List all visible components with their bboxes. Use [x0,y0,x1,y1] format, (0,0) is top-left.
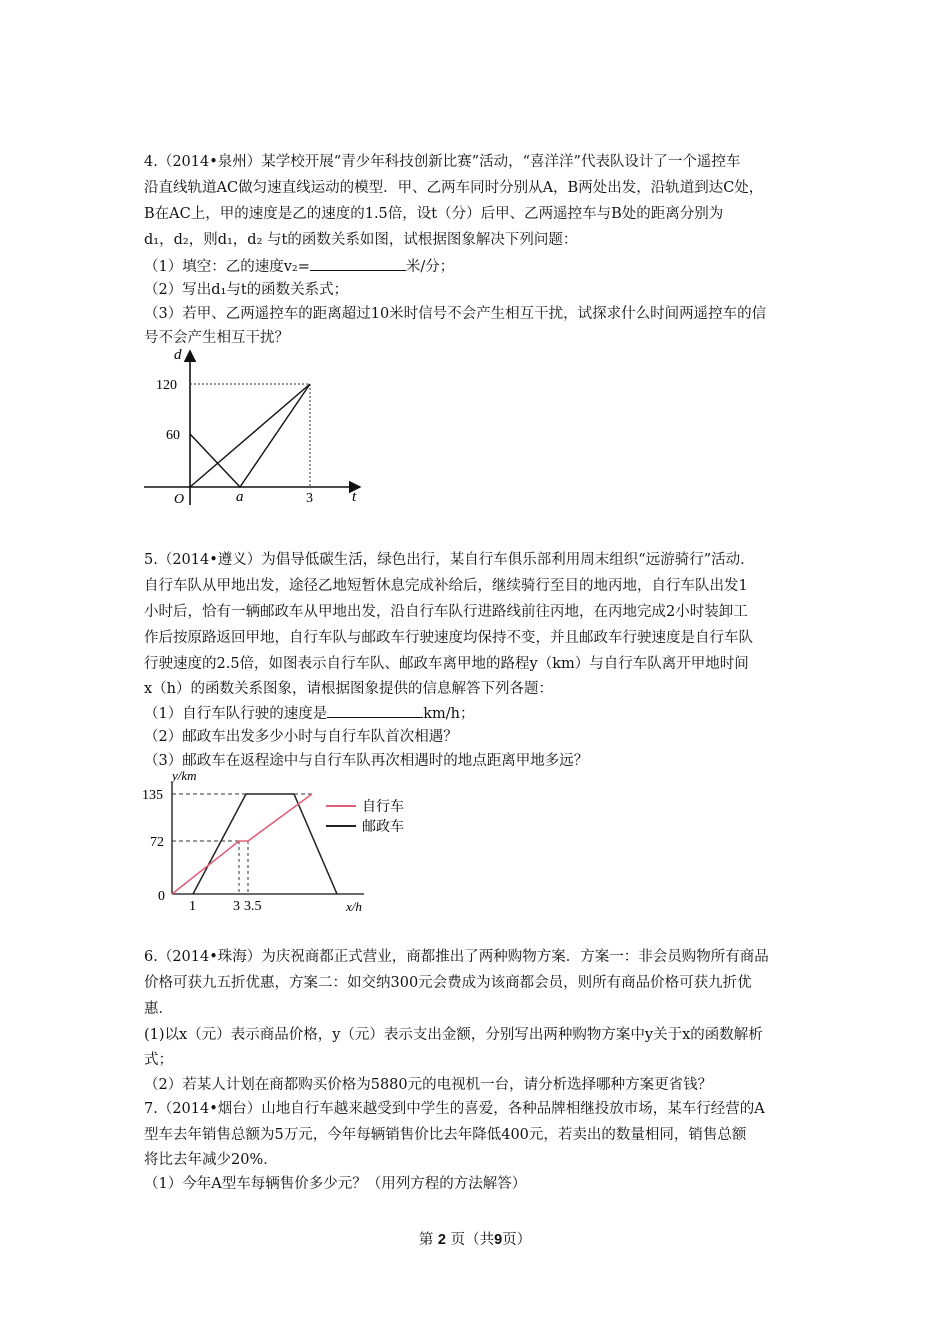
q4-part-1-text: （1）填空：乙的速度v₂= [144,259,310,275]
q6-line-6: （2）若某人计划在商都购买价格为5880元的电视机一台，请分析选择哪种方案更省钱？ [144,1077,713,1093]
footer-post: 页） [502,1232,532,1248]
page-footer [0,1228,950,1249]
q6-line-3: 惠． [144,1001,173,1017]
q4-part-3-line-1: （3）若甲、乙两遥控车的距离超过10米时信号不会产生相互干扰，试探求什么时间两遥控车的信 [144,306,767,322]
q4-tick-a: a [236,489,244,505]
q5-part-1-text: （1）自行车队行驶的速度是 [144,706,328,722]
q6-line-5: 式； [144,1052,173,1068]
q5-line-1: 5.（2014•遵义）为倡导低碳生活，绿色出行，某自行车俱乐部利用周末组织“远游骑行”活动． [144,552,755,568]
q5-x-label: x/h [346,899,362,914]
q4-line-1: 4.（2014•泉州）某学校开展“青少年科技创新比赛”活动，“喜洋洋”代表队设计了一个遥控车 [144,154,741,170]
q5-line-6: x（h）的函数关系图象，请根据图象提供的信息解答下列各题： [144,681,554,697]
footer-pre: 第 [418,1232,434,1248]
q4-y-label: d [174,347,182,363]
q6-line-1: 6.（2014•珠海）为庆祝商都正式营业，商都推出了两种购物方案．方案一：非会员购物所有商品 [144,949,769,965]
q5-graph [136,770,436,916]
footer-total-pages: 9 [494,1232,503,1248]
q4-line-3: B在AC上，甲的速度是乙的速度的1.5倍，设t（分）后甲、乙两遥控车与B处的距离分别为 [144,206,724,222]
q4-line-4: d₁，d₂，则d₁，d₂ 与t的函数关系如图，试根据图象解决下列问题： [144,232,578,248]
q7-line-1: 7.（2014•烟台）山地自行车越来越受到中学生的喜爱，各种品牌相继投放市场，某车行经营的A [144,1101,765,1117]
q5-line-5: 行驶速度的2.5倍，如图表示自行车队、邮政车离甲地的路程y（km）与自行车队离开甲地时间 [144,656,749,672]
q5-tick-3: 3 [233,899,240,914]
q5-line-4: 作后按原路返回甲地，自行车队与邮政车行驶速度均保持不变，并且邮政车行驶速度是自行车队 [144,630,753,646]
answer-blank [310,256,406,271]
q5-legend-bike: 自行车 [362,799,404,815]
footer-mid: 页（共 [450,1232,495,1248]
q4-tick-120: 120 [156,378,177,393]
q5-tick-35: 3.5 [244,899,262,914]
q5-part-3: （3）邮政车在返程途中与自行车队再次相遇时的地点距离甲地多远？ [144,753,589,769]
q5-y-label: y/km [172,770,197,783]
q4-line-2: 沿直线轨道AC做匀速直线运动的模型．甲、乙两车同时分别从A，B两处出发，沿轨道到达C处， [144,180,764,196]
footer-page-number: 2 [437,1232,446,1248]
q5-tick-1: 1 [189,899,196,914]
q5-line-2: 自行车队从甲地出发，途径乙地短暂休息完成补给后，继续骑行至目的地丙地，自行车队出发1 [144,578,748,594]
q4-tick-60: 60 [166,428,180,443]
q5-legend-post: 邮政车 [362,819,404,835]
q7-line-3: 将比去年减少20%． [144,1152,278,1168]
q4-part-3-line-2: 号不会产生相互干扰？ [144,330,289,346]
q6-line-2: 价格可获九五折优惠，方案二：如交纳300元会费成为该商都会员，则所有商品价格可获九折优 [144,975,752,991]
q7-line-4: （1）今年A型车每辆售价多少元？（用列方程的方法解答） [144,1176,527,1192]
q4-part-2: （2）写出d₁与t的函数关系式； [144,282,349,298]
q4-origin: O [174,492,185,507]
q7-line-2: 型车去年销售总额为5万元，今年每辆销售价比去年降低400元，若卖出的数量相同，销售总额 [144,1127,747,1143]
answer-blank [327,703,423,718]
q5-part-1 [144,703,475,724]
q4-part-1 [144,256,454,277]
q5-tick-72: 72 [150,835,164,850]
q5-line-3: 小时后，恰有一辆邮政车从甲地出发，沿自行车队行进路线前往丙地，在丙地完成2小时装卸工 [144,604,748,620]
q5-part-2: （2）邮政车出发多少小时与自行车队首次相遇？ [144,729,458,745]
q5-tick-0: 0 [158,889,165,904]
q5-bike-line [172,794,312,894]
q5-post-line [193,794,337,894]
q5-tick-135: 135 [142,788,163,803]
q4-part-1-unit: 米/分； [405,259,455,275]
q4-graph [140,345,370,510]
q4-x-label: t [352,489,357,505]
q4-tick-3: 3 [306,491,313,506]
q6-line-4: (1)以x（元）表示商品价格，y（元）表示支出金额，分别写出两种购物方案中y关于x的函数解析 [144,1027,763,1043]
q5-part-1-unit: km/h； [423,706,475,722]
